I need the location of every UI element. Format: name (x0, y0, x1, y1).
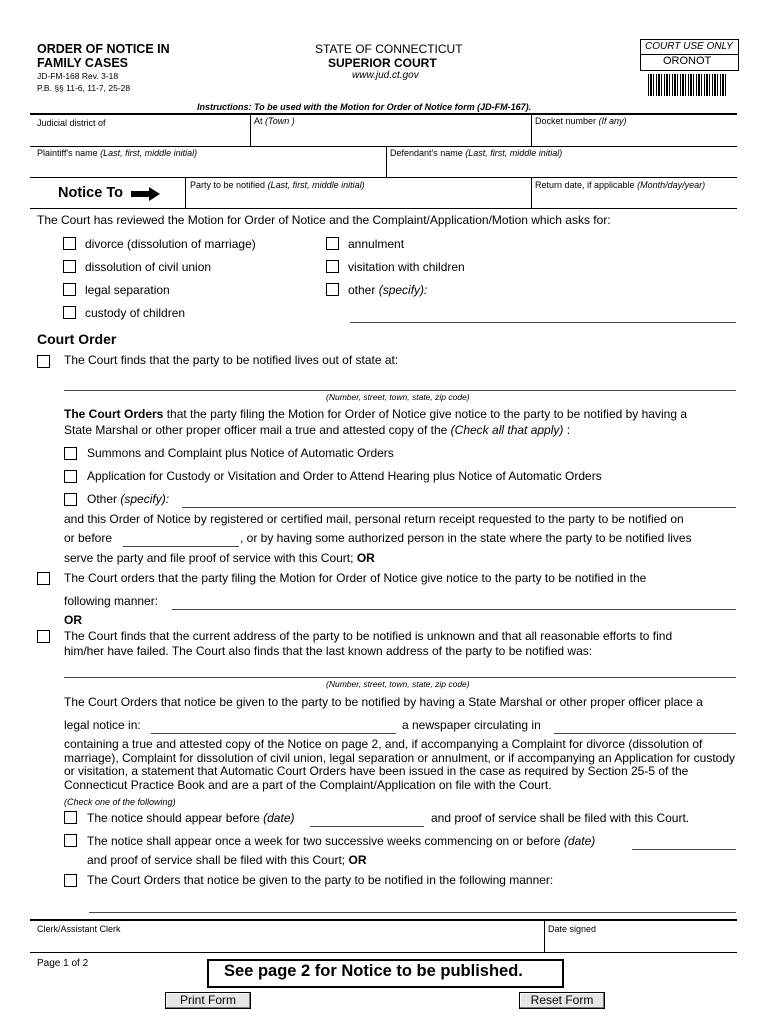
judicial-district-label: Judicial district of (37, 118, 106, 128)
mail-line3: serve the party and file proof of service with this Court; OR (64, 551, 375, 565)
annulment-label: annulment (348, 237, 405, 251)
barcode (648, 74, 728, 96)
mail-line2: , or by having some authorized person in the state where the party to be notified lives (240, 531, 692, 545)
court-order-heading: Court Order (37, 331, 117, 347)
other-motion-label: other (specify): (348, 283, 428, 297)
practice-book-ref: P.B. §§ 11-6, 11-7, 25-28 (37, 83, 131, 93)
town-label: At (Town ) (254, 116, 295, 126)
out-of-state-checkbox[interactable] (37, 355, 50, 368)
form-title: ORDER OF NOTICE IN (37, 42, 170, 56)
civil-union-label: dissolution of civil union (85, 260, 212, 274)
arrow-right-icon (131, 187, 161, 206)
application-checkbox[interactable] (64, 470, 77, 483)
plaintiff-label: Plaintiff's name (Last, first, middle initial) (37, 148, 198, 158)
divorce-label: divorce (dissolution of marriage) (85, 237, 256, 251)
following-manner-field[interactable] (172, 609, 736, 610)
defendant-label: Defendant's name (Last, first, middle initial) (390, 148, 563, 158)
orders-mail-line1: The Court Orders that the party filing the Motion for Order of Notice give notice to the party to be notified by having a (64, 407, 687, 421)
or-before-label: or before (64, 531, 113, 545)
docket-label: Docket number (If any) (535, 116, 627, 126)
address-hint: (Number, street, town, state, zip code) (326, 392, 470, 402)
manner-checkbox[interactable] (37, 572, 50, 585)
form-title-2: FAMILY CASES (37, 56, 128, 70)
manner-publish-checkbox[interactable] (64, 874, 77, 887)
legal-separation-checkbox[interactable] (63, 283, 76, 296)
court-use-label: COURT USE ONLY (645, 41, 733, 52)
appear-before-date-field[interactable] (310, 826, 424, 827)
custody-checkbox[interactable] (63, 306, 76, 319)
see-page-2-text: See page 2 for Notice to be published. (224, 962, 523, 980)
orders-mail-line2: State Marshal or other proper officer mail a true and attested copy of the (Check all that apply) : (64, 423, 571, 437)
form-number: JD-FM-168 Rev. 3-18 (37, 71, 119, 81)
other-doc-label: Other (specify): (87, 492, 170, 506)
once-week-label: The notice shall appear once a week for two successive weeks commencing on or before (date) (87, 834, 596, 848)
court-use-value: ORONOT (663, 55, 712, 67)
proof-filed-label: and proof of service shall be filed with this Court. (431, 811, 690, 825)
notice-to-label: Notice To (58, 185, 123, 201)
unknown-line2: him/her have failed. The Court also finds that the last known address of the party to be notified was: (64, 644, 593, 658)
annulment-checkbox[interactable] (326, 237, 339, 250)
court-name: SUPERIOR COURT (328, 56, 437, 70)
custody-label: custody of children (85, 306, 186, 320)
other-motion-checkbox[interactable] (326, 283, 339, 296)
out-of-state-address-field[interactable] (64, 390, 736, 391)
civil-union-checkbox[interactable] (63, 260, 76, 273)
date-signed-label: Date signed (548, 924, 597, 934)
reset-form-button[interactable]: Reset Form (519, 992, 605, 1009)
appear-before-checkbox[interactable] (64, 811, 77, 824)
manner-text: The Court orders that the party filing the Motion for Order of Notice give notice to the party to be notified in the (64, 571, 647, 585)
last-known-address-field[interactable] (64, 677, 736, 678)
check-one-label: (Check one of the following) (64, 797, 176, 807)
website: www.jud.ct.gov (352, 70, 419, 81)
once-week-date-field[interactable] (632, 849, 736, 850)
out-of-state-text: The Court finds that the party to be notified lives out of state at: (64, 353, 399, 367)
return-date-label: Return date, if applicable (Month/day/year) (535, 180, 706, 190)
newspaper-label: a newspaper circulating in (402, 718, 541, 732)
proof-filed-2: and proof of service shall be filed with this Court; OR (87, 853, 367, 867)
manner-publish-field[interactable] (89, 912, 736, 913)
address-hint-2: (Number, street, town, state, zip code) (326, 679, 470, 689)
unknown-address-checkbox[interactable] (37, 630, 50, 643)
newspaper-name-field[interactable] (151, 733, 396, 734)
other-motion-field[interactable] (350, 322, 736, 323)
other-doc-field[interactable] (182, 507, 736, 508)
containing-paragraph: containing a true and attested copy of the Notice on page 2, and, if accompanying a Complaint for divorce (dissolution of marriage), Complaint for dissolution of civil union, legal separation or annulment, or if accompanying an Application for custody or visitation, a statement that Automatic Court Orders have been issued in the case as required by Section 25-5 of the Connecticut Practice Book and are a part of the Complaint/Application on file with the Court. (64, 737, 736, 792)
summons-label: Summons and Complaint plus Notice of Automatic Orders (87, 446, 394, 460)
or-separator: OR (64, 613, 82, 627)
circulating-in-field[interactable] (554, 733, 736, 734)
appear-before-label: The notice should appear before (date) (87, 811, 295, 825)
legal-separation-label: legal separation (85, 283, 170, 297)
visitation-checkbox[interactable] (326, 260, 339, 273)
other-doc-checkbox[interactable] (64, 493, 77, 506)
following-manner-label: following manner: (64, 594, 159, 608)
publish-line1: The Court Orders that notice be given to the party to be notified by having a State Marshal or other proper officer place a (64, 695, 703, 709)
clerk-label: Clerk/Assistant Clerk (37, 924, 121, 934)
once-week-checkbox[interactable] (64, 834, 77, 847)
legal-notice-label: legal notice in: (64, 718, 141, 732)
party-notified-label: Party to be notified (Last, first, middle initial) (190, 180, 365, 190)
visitation-label: visitation with children (348, 260, 465, 274)
manner-publish-label: The Court Orders that notice be given to the party to be notified in the following manner: (87, 873, 554, 887)
mail-line1: and this Order of Notice by registered or certified mail, personal return receipt requested to the party to be notified on (64, 512, 684, 526)
page-number: Page 1 of 2 (37, 958, 89, 969)
divorce-checkbox[interactable] (63, 237, 76, 250)
state-name: STATE OF CONNECTICUT (315, 42, 463, 56)
instructions: Instructions: To be used with the Motion for Order of Notice form (JD-FM-167). (197, 102, 532, 112)
or-before-date-field[interactable] (123, 546, 239, 547)
summons-checkbox[interactable] (64, 447, 77, 460)
unknown-line1: The Court finds that the current address of the party to be notified is unknown and that all reasonable efforts to find (64, 629, 673, 643)
print-form-button[interactable]: Print Form (165, 992, 251, 1009)
application-label: Application for Custody or Visitation and Order to Attend Hearing plus Notice of Automatic Orders (87, 469, 602, 483)
motion-intro: The Court has reviewed the Motion for Order of Notice and the Complaint/Application/Motion which asks for: (37, 213, 611, 227)
